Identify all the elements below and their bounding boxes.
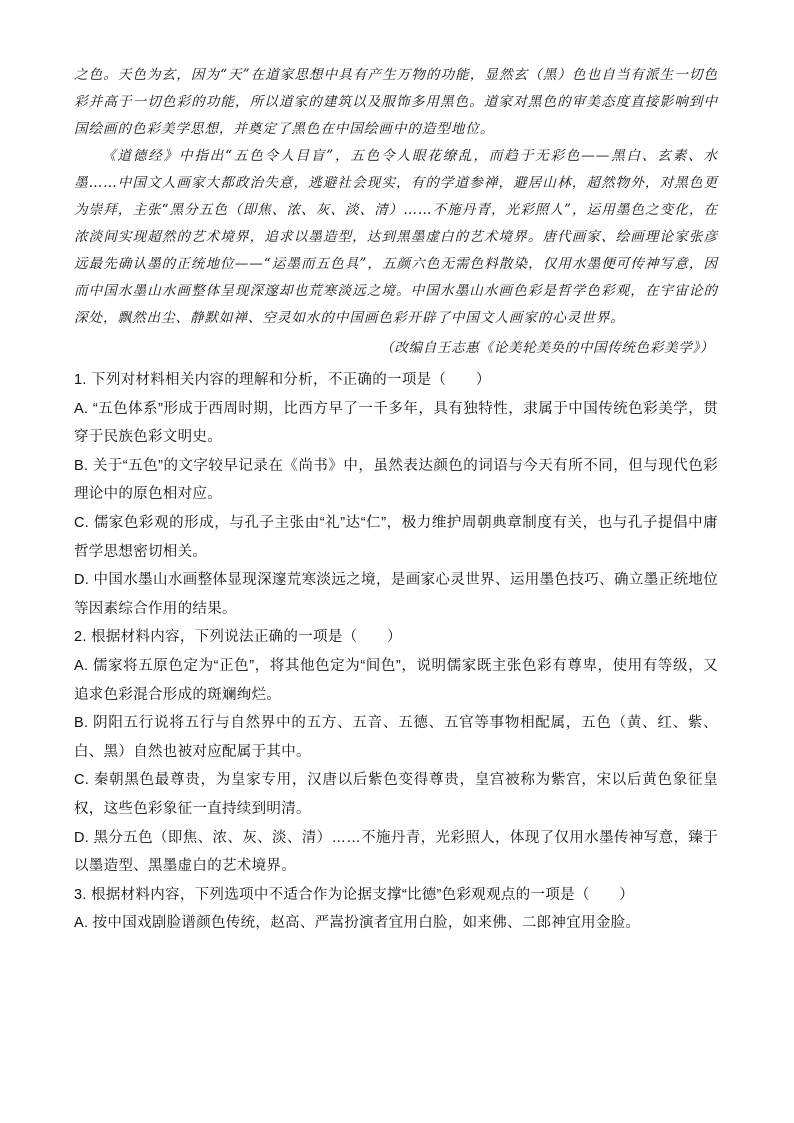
question-1-option-d: D. 中国水墨山水画整体显现深邃荒寒淡远之境，是画家心灵世界、运用墨色技巧、确立墨正统地位等因素综合作用的结果。: [74, 572, 718, 617]
question-2-option-a: A. 儒家将五原色定为“正色”，将其他色定为“间色”，说明儒家既主张色彩有尊卑，使用有等级，又追求色彩混合形成的斑斓绚烂。: [74, 657, 718, 703]
question-1-option-a: A. “五色体系”形成于西周时期，比西方早了一千多年，具有独特性，隶属于中国传统色彩美学，贯穿于民族色彩文明史。: [74, 400, 718, 446]
question-1-stem: 1. 下列对材料相关内容的理解和分析，不正确的一项是（ ）: [74, 372, 491, 388]
passage-paragraph-1: 之色。天色为玄，因为“天”在道家思想中具有产生万物的功能，显然玄（黑）色也自当有派生一切色彩并高于一切色彩的功能，所以道家的建筑以及服饰多用黑色。道家对黑色的审美态度直接影响到中国绘画的色彩美学思想，并奠定了黑色在中国绘画中的造型地位。: [74, 67, 718, 137]
passage-source: （改编自王志惠《论美轮美奂的中国传统色彩美学》）: [380, 340, 714, 356]
question-1-option-c: C. 儒家色彩观的形成，与孔子主张由“礼”达“仁”，极力维护周朝典章制度有关，也与孔子提倡中庸哲学思想密切相关。: [74, 514, 718, 560]
question-2: [74, 623, 718, 880]
question-3-option-a: A. 按中国戏剧脸谱颜色传统，赵高、严嵩扮演者宜用白脸，如来佛、二郎神宜用金脸。: [74, 915, 641, 932]
question-1-option-b: B. 关于“五色”的文字较早记录在《尚书》中，虽然表达颜色的词语与今天有所不同，但与现代色彩理论中的原色相对应。: [74, 457, 718, 503]
question-3-stem: 3. 根据材料内容，下列选项中不适合作为论据支撑“比德”色彩观观点的一项是（ ）: [74, 886, 635, 903]
question-2-option-d: D. 黑分五色（即焦、浓、灰、淡、清）……不施丹青，光彩照人，体现了仅用水墨传神写意，臻于以墨造型、黑墨虚白的艺术境界。: [74, 829, 718, 875]
question-2-stem: 2. 根据材料内容，下列说法正确的一项是（ ）: [74, 629, 402, 646]
passage-paragraph-2: 《道德经》中指出“五色令人目盲”，五色令人眼花缭乱，而趋于无彩色——黑白、玄素、水墨……中国文人画家大都政治失意，逃避社会现实，有的学道参禅，避居山林，超然物外，对黑色更为崇拜，主张“黑分五色（即焦、浓、灰、淡、清）……不施丹青，光彩照人”，运用墨色之变化，在浓淡间实现超然的艺术境界，追求以墨造型，达到黑墨虚白的艺术境界。唐代画家、绘画理论家张彦远最先确认墨的正统地位——“运墨而五色具”，五颜六色无需色料散染，仅用水墨便可传神写意，因而中国水墨山水画整体呈现深邃却也荒寒淡远之境。中国水墨山水画色彩是哲学色彩观，在宇宙论的深处，飘然出尘、静默如禅、空灵如水的中国画色彩开辟了中国文人画家的心灵世界。: [74, 148, 718, 326]
question-3: [74, 881, 718, 938]
question-1: [74, 366, 718, 623]
question-2-option-b: B. 阴阳五行说将五行与自然界中的五方、五音、五德、五官等事物相配属，五色（黄、红、紫、白、黑）自然也被对应配属于其中。: [74, 715, 718, 760]
question-2-option-c: C. 秦朝黑色最尊贵，为皇家专用，汉唐以后紫色变得尊贵，皇宫被称为紫宫，宋以后黄色象征皇权，这些色彩象征一直持续到明清。: [74, 772, 718, 817]
